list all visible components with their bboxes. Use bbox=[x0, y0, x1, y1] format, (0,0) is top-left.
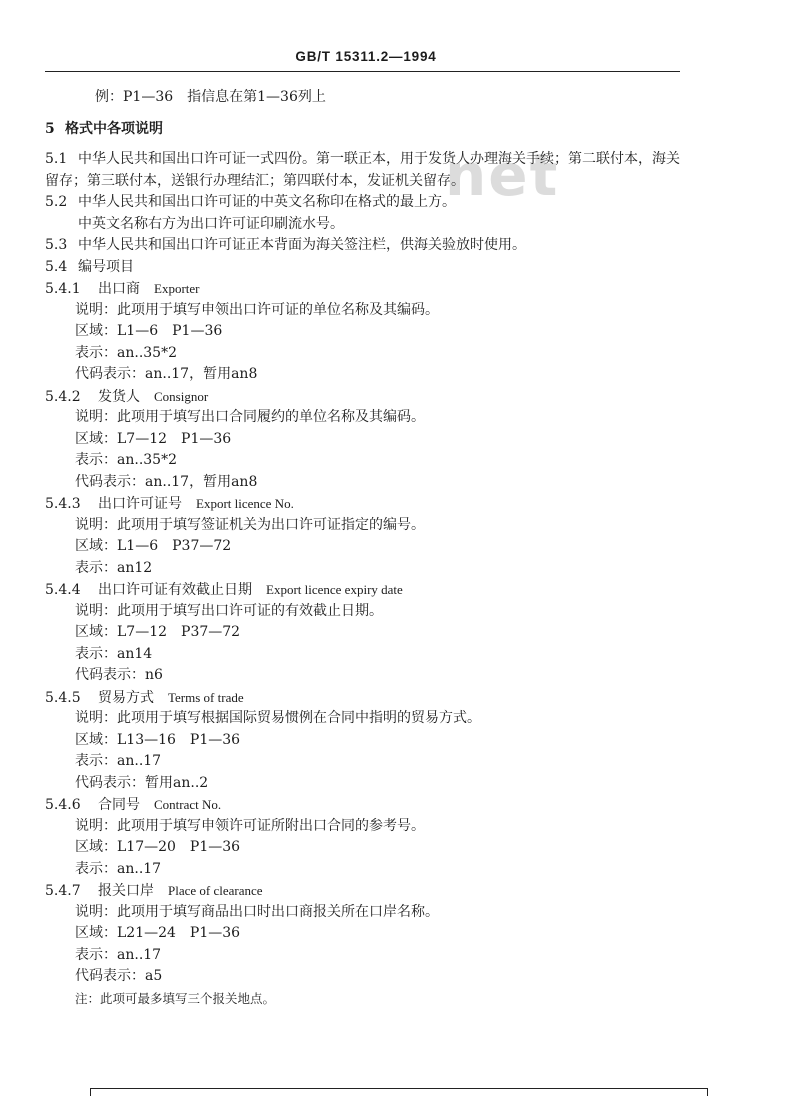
clause-text: 中华人民共和国出口许可证正本背面为海关签注栏，供海关验放时使用。 bbox=[78, 237, 526, 253]
field-name-zh: 发货人 bbox=[98, 388, 140, 405]
field-description: 说明：此项用于填写商品出口时出口商报关所在口岸名称。 bbox=[75, 903, 439, 920]
field-area: 区域：L7—12 P37—72 bbox=[75, 624, 241, 640]
field-code-representation: 代码表示：an..17，暂用an8 bbox=[75, 473, 258, 490]
field-number: 5.4.4 bbox=[45, 582, 81, 598]
field-name-en: Place of clearance bbox=[168, 883, 263, 898]
clause-5-3 bbox=[45, 235, 690, 257]
field-area: 区域：L17—20 P1—36 bbox=[75, 839, 241, 855]
header-rule bbox=[45, 71, 680, 72]
clause-text: 中华人民共和国出口许可证一式四份。第一联正本，用于发货人办理海关手续；第二联付本，海关留存；第三联付本，送银行办理结汇；第四联付本，发证机关留存。 bbox=[45, 151, 680, 189]
field-note: 注：此项可最多填写三个报关地点。 bbox=[75, 990, 276, 1006]
field-item-5-4-4 bbox=[45, 579, 690, 687]
field-heading bbox=[45, 880, 690, 902]
document-body bbox=[45, 149, 690, 1009]
clause-text: 中华人民共和国出口许可证的中英文名称印在格式的最上方。 bbox=[78, 194, 456, 210]
field-number: 5.4.2 bbox=[45, 388, 81, 405]
field-area: 区域：L7—12 P1—36 bbox=[75, 430, 232, 447]
bottom-frame bbox=[90, 1088, 708, 1096]
field-heading bbox=[45, 794, 690, 816]
field-description: 说明：此项用于填写出口许可证的有效截止日期。 bbox=[75, 602, 383, 619]
field-heading bbox=[45, 579, 690, 601]
clause-title: 编号项目 bbox=[78, 258, 134, 275]
field-name-zh: 贸易方式 bbox=[98, 689, 154, 706]
field-name-en: Consignor bbox=[154, 388, 209, 404]
clause-5-1 bbox=[45, 149, 690, 192]
field-number: 5.4.5 bbox=[45, 689, 81, 706]
field-representation: 表示：an..17 bbox=[75, 946, 162, 963]
field-area: 区域：L21—24 P1—36 bbox=[75, 925, 241, 941]
clause-5-2-continuation: 中英文名称右方为出口许可证印刷流水号。 bbox=[78, 215, 344, 232]
field-code-representation: 代码表示：n6 bbox=[75, 667, 163, 683]
field-representation: 表示：an..17 bbox=[75, 753, 162, 769]
field-name-en: Contract No. bbox=[154, 797, 222, 812]
section-number: 5 bbox=[45, 121, 55, 137]
field-number: 5.4.6 bbox=[45, 797, 81, 813]
clause-number: 5.3 bbox=[45, 237, 68, 253]
field-name-zh: 报关口岸 bbox=[98, 883, 154, 899]
clause-number: 5.4 bbox=[45, 258, 68, 275]
field-heading bbox=[45, 278, 690, 300]
field-name-zh: 合同号 bbox=[98, 797, 140, 813]
field-item-5-4-7 bbox=[45, 880, 690, 1009]
field-number: 5.4.7 bbox=[45, 883, 81, 899]
field-description: 说明：此项用于填写申领出口许可证的单位名称及其编码。 bbox=[75, 301, 439, 318]
field-heading bbox=[45, 493, 690, 515]
field-representation: 表示：an12 bbox=[75, 559, 153, 576]
field-description: 说明：此项用于填写签证机关为出口许可证指定的编号。 bbox=[75, 516, 425, 533]
field-number: 5.4.3 bbox=[45, 496, 81, 512]
field-representation: 表示：an14 bbox=[75, 645, 153, 662]
field-name-zh: 出口许可证号 bbox=[98, 496, 182, 512]
field-code-representation: 代码表示：暂用an..2 bbox=[75, 774, 209, 791]
watermark: net bbox=[445, 141, 560, 209]
clause-5-2 bbox=[45, 192, 690, 214]
field-representation: 表示：an..17 bbox=[75, 860, 162, 877]
field-name-en: Terms of trade bbox=[168, 689, 244, 705]
field-item-5-4-6 bbox=[45, 794, 690, 880]
field-description: 说明：此项用于填写出口合同履约的单位名称及其编码。 bbox=[75, 409, 425, 425]
example-note: 例：P1—36 指信息在第1—36列上 bbox=[95, 89, 326, 105]
section-heading bbox=[45, 119, 163, 141]
field-description: 说明：此项用于填写申领许可证所附出口合同的参考号。 bbox=[75, 817, 425, 834]
field-item-5-4-1 bbox=[45, 278, 690, 386]
clause-number: 5.2 bbox=[45, 194, 68, 210]
field-heading bbox=[45, 687, 690, 709]
field-item-5-4-3 bbox=[45, 493, 690, 579]
field-description: 说明：此项用于填写根据国际贸易惯例在合同中指明的贸易方式。 bbox=[75, 710, 481, 726]
field-item-5-4-2 bbox=[45, 386, 690, 494]
field-name-zh: 出口商 bbox=[98, 281, 140, 297]
field-item-5-4-5 bbox=[45, 687, 690, 795]
field-representation: 表示：an..35*2 bbox=[75, 452, 177, 468]
field-representation: 表示：an..35*2 bbox=[75, 344, 177, 361]
field-name-en: Export licence No. bbox=[196, 496, 294, 511]
page-header-standard-number: GB/T 15311.2—1994 bbox=[295, 49, 437, 64]
section-title: 格式中各项说明 bbox=[65, 121, 163, 137]
field-area: 区域：L1—6 P1—36 bbox=[75, 323, 223, 339]
field-name-zh: 出口许可证有效截止日期 bbox=[98, 582, 252, 598]
clause-number: 5.1 bbox=[45, 151, 68, 167]
field-name-en: Exporter bbox=[154, 281, 200, 296]
field-name-en: Export licence expiry date bbox=[266, 582, 403, 597]
field-code-representation: 代码表示：an..17，暂用an8 bbox=[75, 366, 258, 382]
field-area: 区域：L13—16 P1—36 bbox=[75, 731, 241, 748]
field-heading bbox=[45, 386, 690, 408]
clause-5-4 bbox=[45, 257, 690, 279]
field-number: 5.4.1 bbox=[45, 281, 81, 297]
field-code-representation: 代码表示：a5 bbox=[75, 968, 163, 984]
field-area: 区域：L1—6 P37—72 bbox=[75, 538, 232, 554]
